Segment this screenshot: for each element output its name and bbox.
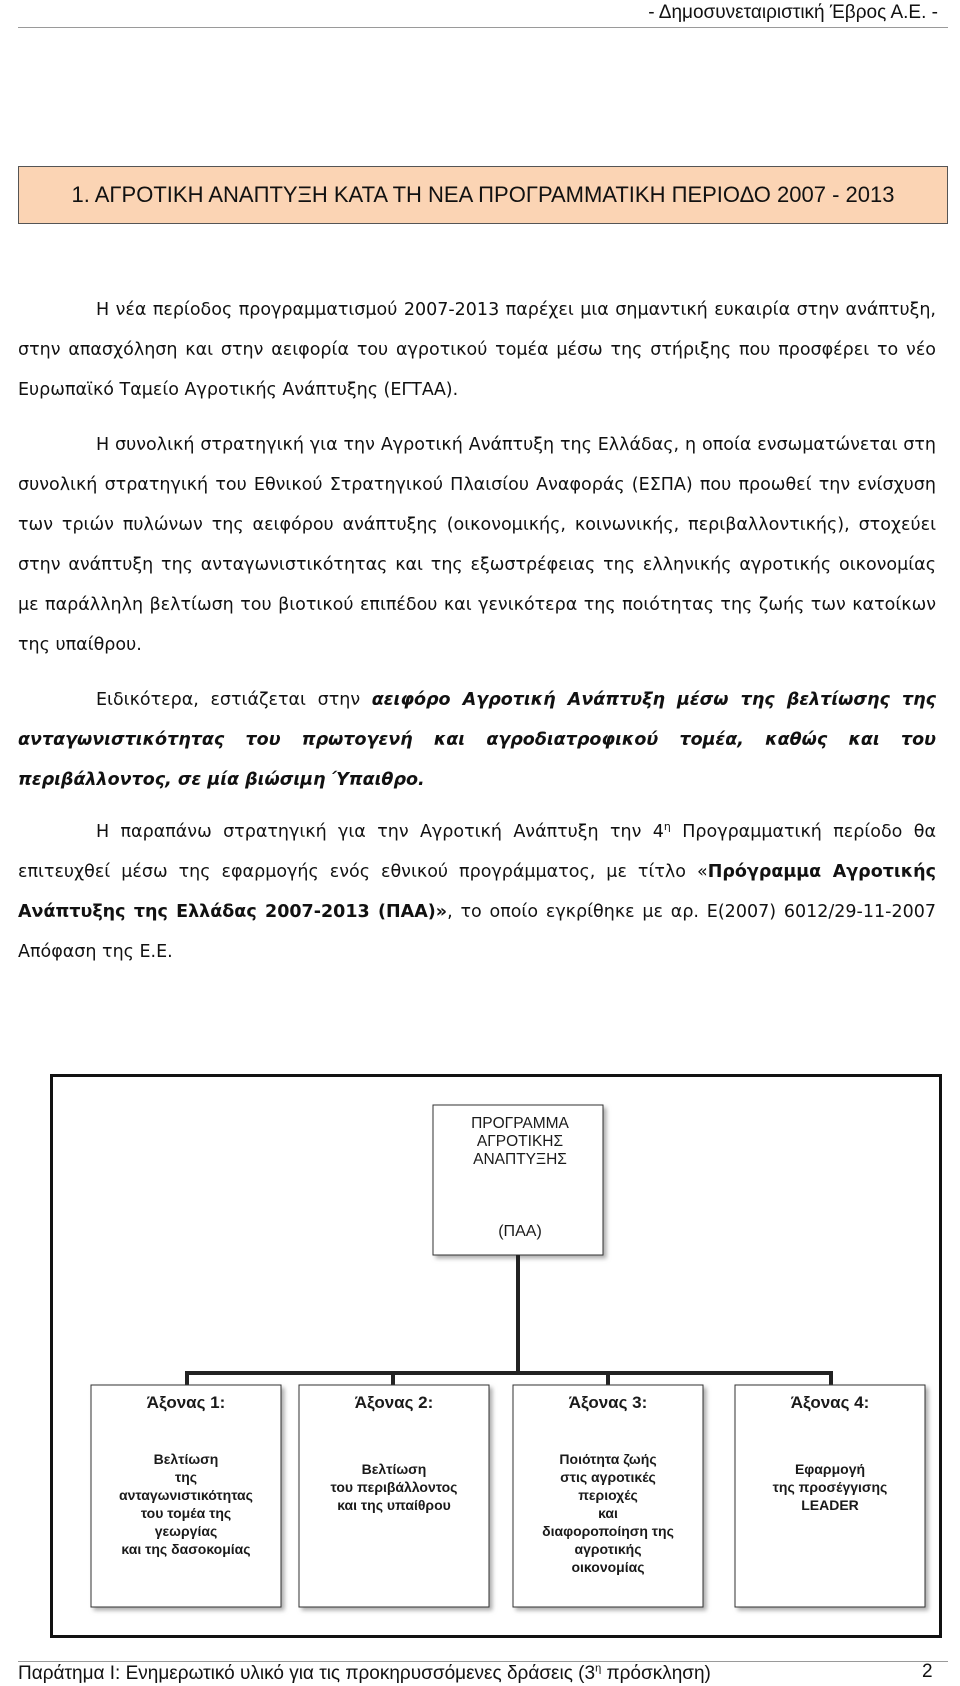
axis-3-desc-line: και — [598, 1505, 618, 1521]
paragraph-2-text: Η συνολική στρατηγική για την Αγροτική Ανάπτυξη της Ελλάδας, η οποία ενσωματώνεται στη συνολική στρατηγική του Εθνικού Στρατηγικού Πλαισίου Αναφοράς (ΕΣΠΑ) που προωθεί την ενίσχυση των τριών πυλώνων της αειφόρου ανάπτυξης (οικονομικής, κοινωνικής, περιβαλλοντικής), στοχεύει στην ανάπτυξη της ανταγωνιστικότητας και της εξωστρέφειας της ελληνικής αγροτικής οικονομίας με παράλληλη βελτίωση του βιοτικού επιπέδου και γενικότερα της ποιότητας της ζωής των κατοίκων της υπαίθρου. — [18, 435, 936, 655]
paragraph-3 — [18, 680, 936, 800]
page-header: - Δημοσυνεταιριστική Έβρος Α.Ε. - — [648, 2, 938, 23]
axis-3-title: Άξονας 3: — [568, 1393, 648, 1412]
page-footer — [18, 1663, 711, 1685]
paragraph-4 — [18, 812, 936, 972]
diagram-program-abbrev: (ΠΑΑ) — [498, 1223, 542, 1240]
footer-text-b: πρόσκληση) — [601, 1663, 711, 1684]
paragraph-3-text: Ειδικότερα, εστιάζεται στην — [96, 690, 372, 710]
program-diagram — [50, 1074, 942, 1638]
header-divider — [18, 27, 948, 28]
diagram-title-line: ΠΡΟΓΡΑΜΜΑ — [471, 1115, 569, 1132]
axis-4-description — [740, 1460, 920, 1514]
axis-1-description — [96, 1450, 276, 1558]
section-heading-box — [18, 166, 948, 224]
axis-2-description — [304, 1460, 484, 1514]
paragraph-3-emphasis: αειφόρο Αγροτική Ανάπτυξη μέσω της βελτίωσης της ανταγωνιστικότητας του πρωτογενή και αγροδιατροφικού τομέα, καθώς και του περιβάλλοντος, σε μία βιώσιμη Ύπαιθρο. — [18, 690, 936, 790]
paragraph-1-text: Η νέα περίοδος προγραμματισμού 2007-2013 παρέχει μια σημαντική ευκαιρία στην ανάπτυξη, στην απασχόληση και στην αειφορία του αγροτικού τομέα μέσω της στήριξης που προσφέρει το νέο Ευρωπαϊκό Ταμείο Αγροτικής Ανάπτυξης (ΕΓΤΑΑ). — [18, 300, 936, 400]
axis-4-desc-line: LEADER — [801, 1497, 859, 1513]
axis-4-desc-line: Εφαρμογή — [794, 1461, 866, 1477]
paragraph-4-superscript: η — [663, 820, 671, 834]
axis-3-desc-line: Ποιότητα ζωής — [559, 1451, 657, 1467]
diagram-title-line: ΑΝΑΠΤΥΞΗΣ — [473, 1151, 567, 1168]
axis-3-desc-line: περιοχές — [578, 1487, 638, 1503]
paragraph-2 — [18, 425, 936, 665]
axis-4-desc-line: της προσέγγισης — [772, 1479, 888, 1495]
axis-3-description — [518, 1450, 698, 1576]
axis-1-desc-line: Βελτίωση — [153, 1451, 219, 1467]
axis-2-desc-line: και της υπαίθρου — [337, 1497, 451, 1513]
axis-3-desc-line: στις αγροτικές — [560, 1469, 656, 1485]
paragraph-4-text-c: , το οποίο εγκρίθηκε με αρ. Ε(2007) 6012/29-11-2007 Απόφαση της Ε.Ε. — [18, 902, 936, 962]
axis-3-desc-line: διαφοροποίηση της — [542, 1523, 674, 1539]
axis-2-desc-line: Βελτίωση — [361, 1461, 427, 1477]
page-number: 2 — [922, 1661, 933, 1682]
axis-2-title: Άξονας 2: — [354, 1393, 434, 1412]
diagram-program-title — [435, 1115, 605, 1169]
axis-1-desc-line: του τομέα της — [140, 1505, 232, 1521]
paragraph-4-text-b: Προγραμματική περίοδο θα επιτευχθεί μέσω της εφαρμογής ενός εθνικού προγράμματος, με τίτλο « — [18, 822, 936, 882]
axis-1-desc-line: γεωργίας — [154, 1523, 218, 1539]
diagram-title-line: ΑΓΡΟΤΙΚΗΣ — [476, 1133, 564, 1150]
axis-1-desc-line: και της δασοκομίας — [121, 1541, 251, 1557]
axis-1-title: Άξονας 1: — [146, 1393, 226, 1412]
paragraph-4-program-title: Πρόγραμμα Αγροτικής Ανάπτυξης της Ελλάδας 2007-2013 (ΠΑΑ)» — [18, 862, 936, 922]
axis-1-desc-line: της — [174, 1469, 198, 1485]
footer-divider — [18, 1661, 948, 1662]
section-heading: 1. ΑΓΡΟΤΙΚΗ ΑΝΑΠΤΥΞΗ ΚΑΤΑ ΤΗ ΝΕΑ ΠΡΟΓΡΑΜΜΑΤΙΚΗ ΠΕΡΙΟΔΟ 2007 - 2013 — [71, 182, 895, 207]
paragraph-1 — [18, 290, 936, 410]
axis-3-desc-line: αγροτικής — [574, 1541, 642, 1557]
axis-1-desc-line: ανταγωνιστικότητας — [119, 1487, 253, 1503]
axis-2-desc-line: του περιβάλλοντος — [330, 1479, 458, 1495]
footer-superscript: η — [595, 1662, 602, 1675]
axis-4-title: Άξονας 4: — [790, 1393, 870, 1412]
paragraph-4-text-a: Η παραπάνω στρατηγική για την Αγροτική Ανάπτυξη την 4 — [96, 822, 664, 842]
axis-3-desc-line: οικονομίας — [571, 1559, 645, 1575]
footer-text-a: Παράτημα Ι: Ενημερωτικό υλικό για τις προκηρυσσόμενες δράσεις (3 — [18, 1663, 596, 1684]
